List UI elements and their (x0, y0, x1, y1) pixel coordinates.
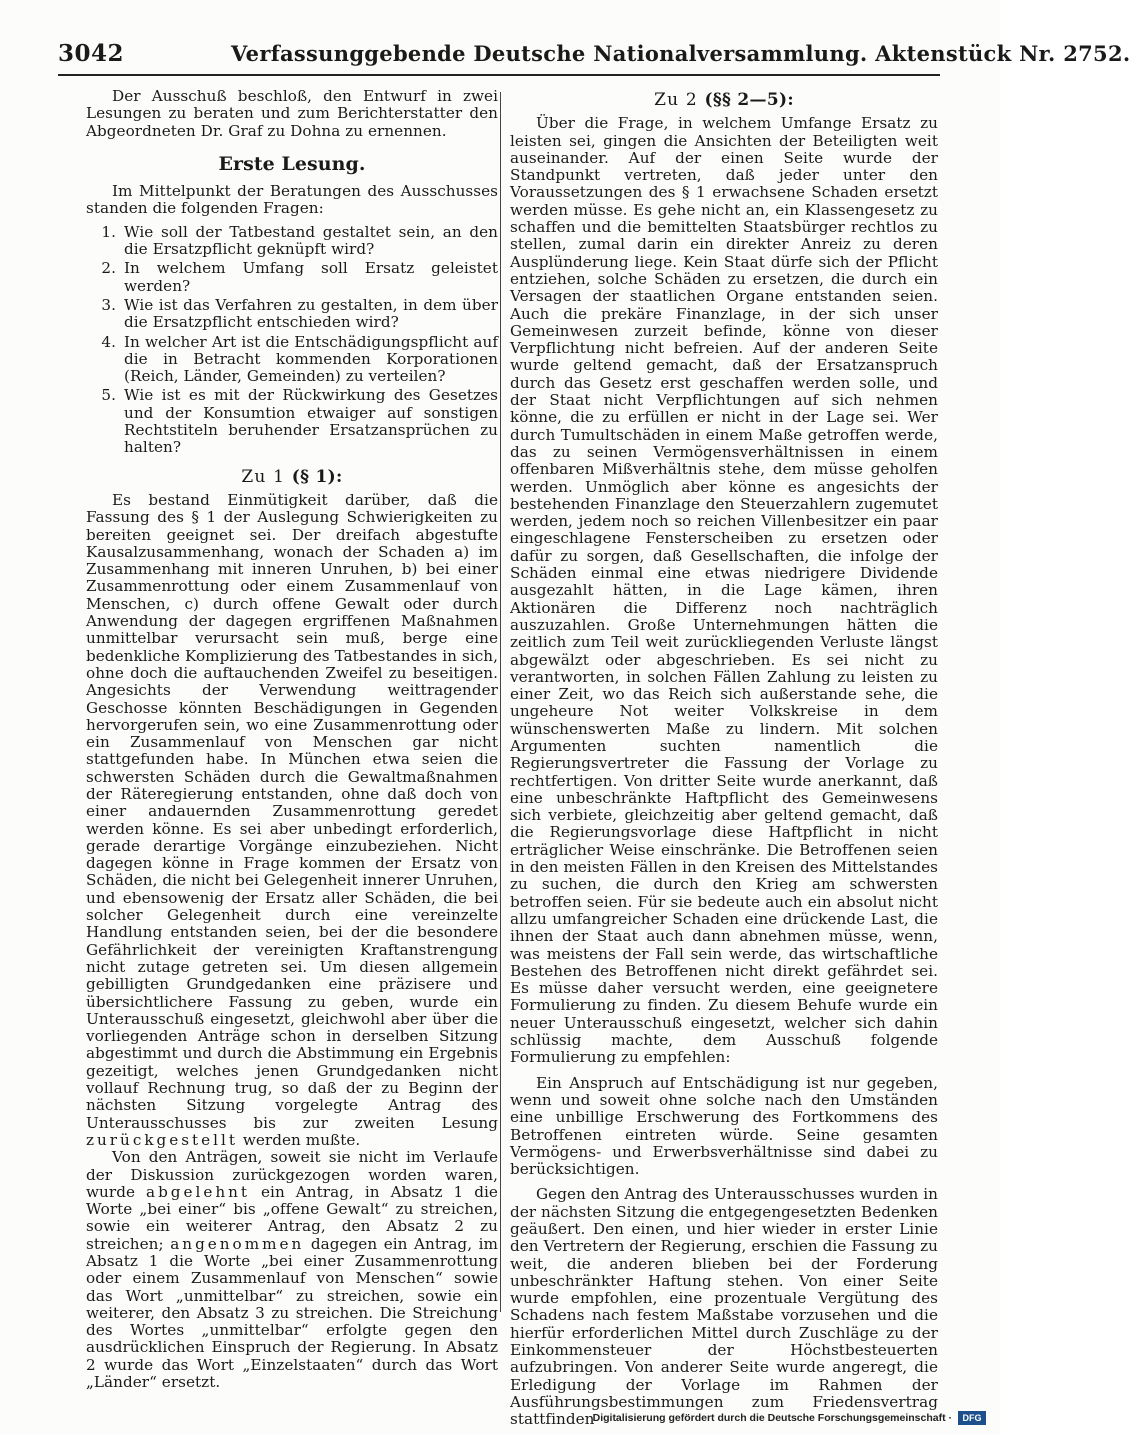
paragraph: Gegen den Antrag des Unterausschusses wurden in der nächsten Sitzung die entgegengesetzten Bedenken geäußert. Den einen, und hier wieder in erster Linie den Vertretern der Regierung, erschien die Fassung zu weit, die anderen blieben bei der Forderung unbeschränkter Haftung stehen. Von einer Seite wurde empfohlen, eine prozentuale Vergütung des Schadens nach festem Maßstabe vorzusehen und die hierfür erforderlichen Mittel durch Zuschläge zu der Einkommensteuer der Höchstbesteuerten aufzubringen. Von anderer Seite wurde angeregt, die Erledigung der Vorlage im Rahmen der Ausführungsbestimmungen zum Friedensvertrag stattfinden (510, 1185, 938, 1429)
footer-text: Digitalisierung gefördert durch die Deutsche Forschungsgemeinschaft · (592, 1412, 952, 1424)
list-item (86, 297, 498, 332)
list-item-text: In welchem Umfang soll Ersatz geleistet werden? (124, 259, 498, 295)
column-divider (500, 92, 501, 1312)
questions-list (86, 224, 498, 457)
emphasized-word: zurückgestellt (86, 1130, 238, 1149)
emphasized-word: angenommen (170, 1234, 305, 1253)
paragraph-text: dagegen ein Antrag, im Absatz 1 die Worte „bei einer Zusammenrottung oder einem Zusammenlauf von Menschen“ sowie das Wort „unmittelbar“ zu streichen, sowie ein weiterer, den Absatz 3 zu streichen. Die Streichung des Wortes „unmittelbar“ erfolgte gegen den ausdrücklichen Einspruch der Regierung. In Absatz 2 wurde das Wort „Einzelstaaten“ durch das Wort „Länder“ ersetzt. (86, 1234, 498, 1392)
list-item-text: Wie ist es mit der Rückwirkung des Gesetzes und der Konsumtion etwaiger auf sonstigen Rechtstiteln beruhender Ersatzansprüchen zu halten? (124, 386, 498, 457)
section-heading: Erste Lesung. (218, 152, 366, 175)
list-item (86, 260, 498, 295)
paragraph: Über die Frage, in welchem Umfange Ersatz zu leisten sei, gingen die Ansichten der Beteiligten weit auseinander. Auf der einen Seite wurde der Standpunkt vertreten, daß jeder unter den Voraussetzungen des § 1 erwachsene Schaden ersetzt werden müsse. Es gehe nicht an, ein Klassengesetz zu schaffen und die bemittelten Staatsbürger rechtlos zu stellen, zumal darin ein direkter Anreiz zu deren Ausplünderung liege. Kein Staat dürfe sich der Pflicht entziehen, solche Schäden zu ersetzen, die durch ein Versagen der staatlichen Organe entstanden seien. Auch die prekäre Finanzlage, in der sich unser Gemeinwesen zurzeit befinde, könne von dieser Verpflichtung nicht befreien. Auf der anderen Seite wurde geltend gemacht, daß der Ersatzanspruch durch das Gesetz erst geschaffen werden solle, und der Staat nicht Verpflichtungen auf sich nehmen könne, die zu erfüllen er nicht in der Lage sei. Wer durch Tumultschäden in einem Maße getroffen werde, das zu seinen Vermögensverhältnissen in einem offenbaren Mißverhältnis stehe, dem müsse geholfen werden. Unmöglich aber könne es angesichts der bestehenden Finanzlage den Steuerzahlern zugemutet werden, jedem noch so reichen Villenbesitzer ein paar eingeschlagene Fensterscheiben zu ersetzen oder dafür zu sorgen, daß Gesellschaften, die infolge der Schäden einmal eine etwas niedrigere Dividende ausgezahlt hätten, in die Lage kämen, ihren Aktionären die Differenz noch nachträglich auszuzahlen. Große Unternehmungen hätten die zeitlich zum Teil weit zurückliegenden Verluste längst abgewälzt oder abgeschrieben. Es sei nicht zu verantworten, in solchen Fällen Zahlung zu leisten zu einer Zeit, wo das Reich sich außerstande sehe, die ungeheure Not weiter Volkskreise in dem wünschenswerten Maße zu lindern. Mit solchen Argumenten suchten namentlich die Regierungsvertreter die Fassung der Vorlage zu rechtfertigen. Von dritter Seite wurde anerkannt, daß eine unbeschränkte Haftpflicht des Gemeinwesens sich verbiete, gleichzeitig aber geltend gemacht, daß die Regierungsvorlage diese Haftpflicht in nicht erträglicher Weise einschränke. Die Betroffenen seien in den meisten Fällen in den Kreisen des Mittelstandes zu suchen, die durch den Krieg am schwersten betroffen seien. Für sie bedeute auch ein absolut nicht allzu umfangreicher Schaden eine drückende Last, die ihnen der Staat auch dann abnehmen müsse, wenn, was meistens der Fall sein werde, das wirtschaftliche Bestehen des Betroffenen nicht direkt gefährdet sei. Es müsse daher versucht werden, eine geeignetere Formulierung zu finden. Zu diesem Behufe wurde ein neuer Unterausschuß eingesetzt, welcher sich dahin schlüssig machte, dem Ausschuß folgende Formulierung zu empfehlen: (510, 114, 938, 1067)
digitization-footer (593, 1410, 986, 1426)
paragraph (86, 1149, 498, 1391)
paragraph-text: Von den Anträgen, soweit sie nicht im Verlaufe der Diskussion zurückgezogen worden waren, wurde (86, 1148, 498, 1201)
list-item-number: 1. (101, 222, 116, 241)
list-item-number: 4. (101, 332, 116, 351)
list-item (86, 334, 498, 386)
left-column (86, 88, 498, 1391)
list-item-text: Wie soll der Tatbestand gestaltet sein, an den die Ersatzpflicht geknüpft wird? (124, 222, 498, 259)
header-title: Verfassunggebende Deutsche Nationalversammlung. Aktenstück Nr. 2752. (231, 41, 1130, 66)
subheading-reference: (§ 1): (291, 466, 343, 487)
subheading-zu-1 (86, 466, 498, 487)
list-item-number: 5. (101, 386, 116, 405)
subheading-zu-2 (510, 92, 938, 109)
quoted-formulation: Ein Anspruch auf Entschädigung ist nur gegeben, wenn und soweit ohne solche nach den Umständen eine unbillige Erschwerung des Fortkommens des Betroffenen eintreten würde. Seine gesamten Vermögens- und Erwerbsverhältnisse sind dabei zu berücksichtigen. (510, 1073, 938, 1179)
questions-intro: Im Mittelpunkt der Beratungen des Ausschusses standen die folgenden Fragen: (86, 182, 498, 218)
running-header (58, 40, 1130, 70)
paragraph (86, 492, 498, 1149)
paragraph-text: werden mußte. (242, 1130, 361, 1149)
list-item (86, 224, 498, 259)
header-rule (58, 74, 940, 76)
intro-paragraph: Der Ausschuß beschloß, den Entwurf in zwei Lesungen zu beraten und zum Berichterstatter den Abgeordneten Dr. Graf zu Dohna zu ernennen. (86, 87, 498, 140)
list-item-text: In welcher Art ist die Entschädigungspflicht auf die in Betracht kommenden Korporationen (Reich, Länder, Gemeinden) zu verteilen? (124, 332, 498, 386)
subheading-label: Zu 2 (654, 90, 698, 110)
paragraph-text: ein Antrag, in Absatz 1 die Worte „bei einer“ bis „offene Gewalt“ zu streichen, sowie ein weiterer Antrag, den Absatz 2 zu streichen; (86, 1182, 498, 1253)
paragraph-text: Es bestand Einmütigkeit darüber, daß die Fassung des § 1 der Auslegung Schwierigkeiten zu bereiten geeignet sei. Der dreifach abgestufte Kausalzusammenhang, wonach der Schaden a) im Zusammenhang mit inneren Unruhen, b) bei einer Zusammenrottung oder einem Zusammenlauf von Menschen, c) durch offene Gewalt oder durch Anwendung der dagegen ergriffenen Maßnahmen unmittelbar verursacht sein muß, berge eine bedenkliche Komplizierung des Tatbestandes in sich, ohne doch die auftauchenden Zweifel zu beseitigen. Angesichts der Verwendung weittragender Geschosse könnten Beschädigungen in Gegenden hervorgerufen sein, wo eine Zusammenrottung oder ein Zusammenlauf von Menschen gar nicht stattgefunden habe. In München etwa seien die schwersten Schäden durch die Gewaltmaßnahmen der Räteregierung entstanden, ohne daß doch von einer andauernden Zusammenrottung geredet werden könne. Es sei aber unbedingt erforderlich, gerade derartige Vorgänge einzubeziehen. Nicht dagegen könne in Frage kommen der Ersatz von Schäden, die nicht bei Gelegenheit innerer Unruhen, und ebensowenig der Ersatz aller Schäden, die bei solcher Gelegenheit durch eine vereinzelte Handlung entstanden seien, bei der die besondere Gefährlichkeit der vereinigten Kraftanstrengung nicht zutage getreten sei. Um diesen allgemein gebilligten Grundgedanken eine präzisere und übersichtlichere Fassung zu geben, wurde ein Unterausschuß eingesetzt, gleichwohl aber über die vorliegenden Anträge schon in derselben Sitzung abgestimmt und durch die Abstimmung ein Ergebnis gezeitigt, welches jenen Grundgedanken nicht vollauf Rechnung trug, so daß der zu Beginn der nächsten Sitzung vorgelegte Antrag des Unterausschusses bis zur zweiten Lesung (86, 490, 498, 1132)
subheading-label: Zu 1 (241, 466, 286, 487)
list-item-number: 2. (101, 259, 116, 278)
list-item-text: Wie ist das Verfahren zu gestalten, in dem über die Ersatzpflicht entschieden wird? (124, 295, 498, 332)
subheading-reference: (§§ 2—5): (704, 90, 794, 110)
right-column (510, 88, 938, 1429)
list-item-number: 3. (101, 295, 116, 314)
emphasized-word: abgelehnt (146, 1182, 251, 1201)
page-number: 3042 (58, 40, 125, 67)
list-item (86, 387, 498, 456)
dfg-logo: DFG (958, 1411, 986, 1425)
